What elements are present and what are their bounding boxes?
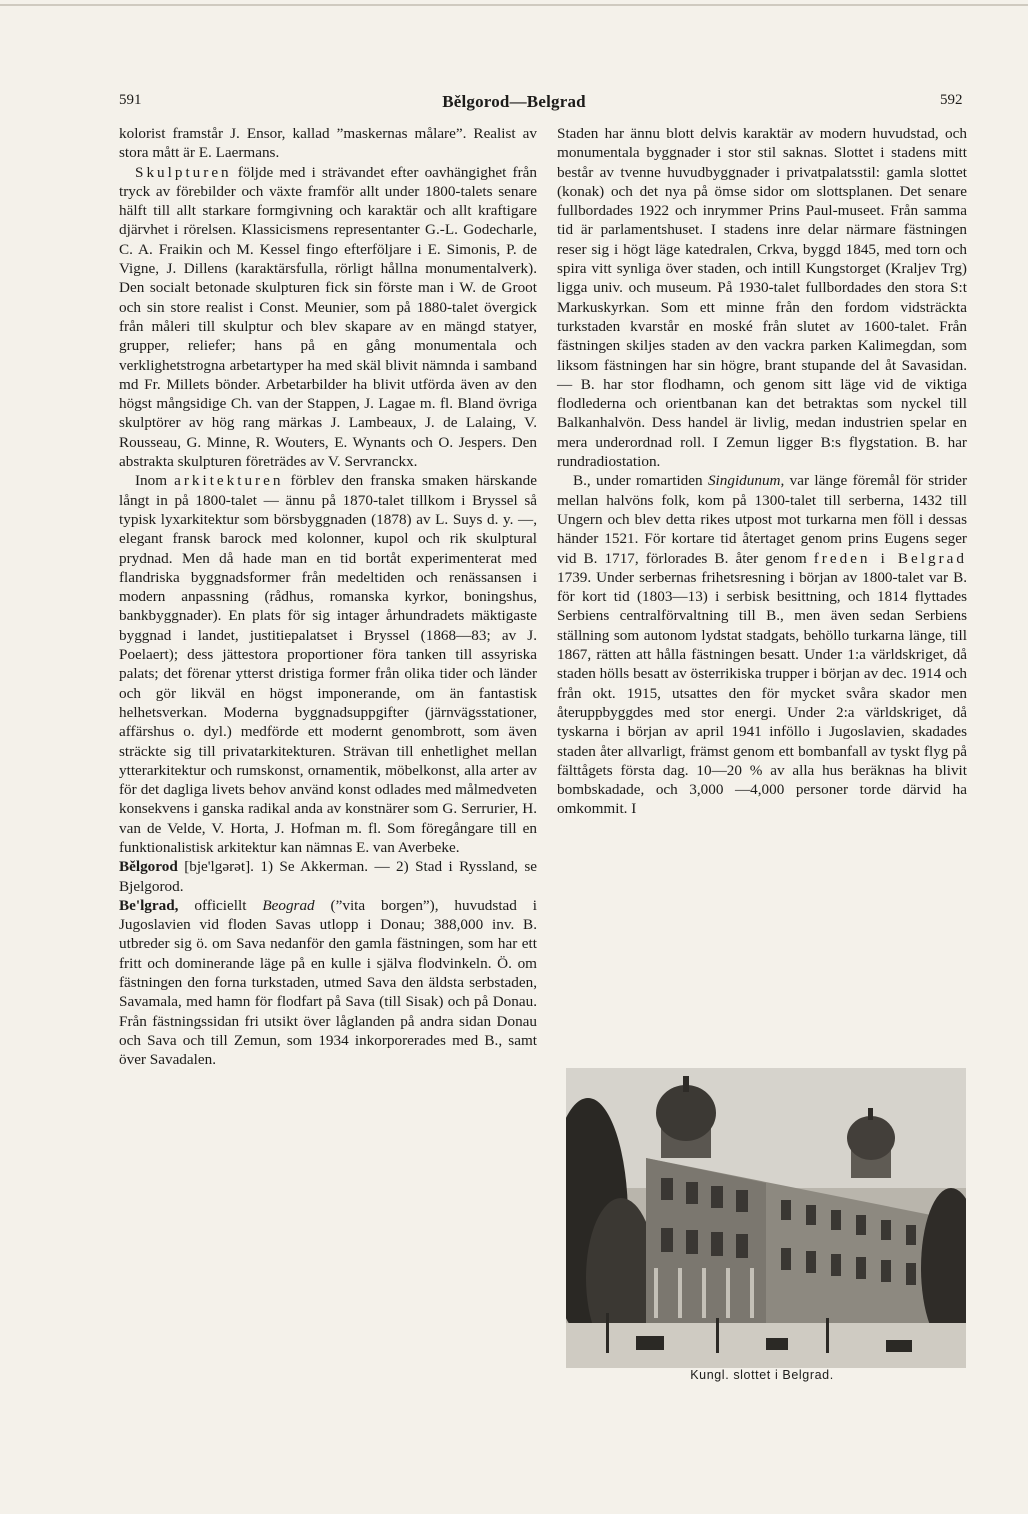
page-number-right: 592 — [940, 92, 963, 108]
architecture-lead: Inom — [135, 472, 175, 490]
running-title: Bělgorod—Belgrad — [442, 92, 586, 111]
page-number-left: 591 — [119, 92, 142, 108]
entry-headword-belgrad: Be'lgrad, — [119, 896, 179, 914]
right-column — [557, 124, 967, 819]
left-column — [119, 124, 537, 1070]
photo-caption: Kungl. slottet i Belgrad. — [690, 1368, 834, 1382]
belgrad-official-name: Beograd — [262, 896, 315, 914]
history-lead: B., under romartiden — [573, 472, 708, 490]
belgrad-mid: officiellt — [178, 896, 263, 914]
history-mid: var länge föremål för strider mellan halvöns folk, kom på 1300-talet till serberna, 1432 till Ungern och blev detta rikes utpost mot turkarna men föll i dessas händer 1521. För kortare tid återtaget genom prins Eugens seger vid B. 1717, förlorades B. åter genom — [557, 472, 967, 567]
photo-royal-palace — [566, 1068, 966, 1368]
entry-belgrad — [119, 896, 537, 1070]
sculpture-text: följde med i strävandet efter oavhängighet från tryck av förebilder och växte framför allt under 1800-talets senare hälft till allt starkare formgivning och karaktär och allt kraftigare djärvhet i rörelsen. Klassicismens representanter G.-L. Godecharle, C. A. Fraikin och M. Kessel fingo efterföljare i E. Simonis, P. de Vigne, J. Dillens (karaktärsfulla, rörligt hållna monumentalverk). Den socialt betonade skulpturen fick sin förste man i W. de Groot och sin store realist i Const. Meunier, som på 1880-talet övergick från måleri till skulptur och blev skapare av en mängd statyer, grupper, reliefer; hans på en gång monumentala och verklighetstrogna arbetartyper ha med skäl blivit nämnda i samband md Fr. Millets bönder. Arbetarbilder ha blivit utförda även av den högst mångsidige Ch. van der Stappen, J. Lagae m. fl. Bland övriga skulptörer av hög rang märkas J. Lambeaux, J. de Lalaing, V. Rousseau, G. Minne, R. Wouters, E. Wynants och O. Jespers. Den abstrakta skulpturen företrädes av V. Servranckx. — [119, 163, 537, 471]
roman-name: Singidunum, — [707, 472, 785, 490]
belgorod-text: [bje'lgərət]. 1) Se Akkerman. — 2) Stad i Ryssland, se Bjelgorod. — [119, 858, 537, 895]
palace-photo-illustration — [566, 1068, 966, 1368]
paragraph-architecture — [119, 471, 537, 857]
paragraph-sculpture — [119, 163, 537, 472]
paragraph-painting-end: kolorist framstår J. Ensor, kallad ”maskernas målare”. Realist av stora mått är E. Laermans. — [119, 125, 537, 162]
belgrad-text: (”vita borgen”), huvudstad i Jugoslavien vid floden Savas utlopp i Donau; 388,000 inv. B. utbreder sig ö. om Sava nedanför den gamla fästningen, som har ett fritt och dominerande läge på en kulle i själva flodvinkeln. Ö. om fästningen den forna turkstaden, utmed Sava den äldsta serbstaden, Savamala, med hamn för flodfart på Sava (till Sisak) och på Donau. Från fästningssidan fri utsikt över låglanden på andra sidan Donau och Sava och till Zemun, som 1934 inkorporerades med B., samt över Savadalen. — [119, 896, 537, 1069]
architecture-text: förblev den franska smaken härskande långt in på 1800-talet — ännu på 1870-talet tillkom i Bryssel så typisk lyxarkitektur som börsbyggnaden (1878) av L. Suys d. y. —, elegant fransk barock med kolonner, kupol och rik skulptural prydnad. Men då hade man en tid bortåt experimenterat med flandriska byggnadsformer från medeltiden och renässansen i modern anpassning (rådhus, romanska kyrkor, boningshus, bankbyggnader). En plats för sig intager århundradets mäktigaste byggnad i landet, justitiepalatset i Bryssel (1868—83; av J. Poelaert); dess jättestora proportioner föra tanken till assyriska palats; det förenar ytterst dristiga former från olika tider och länder och gör likväl en högst imponerande, om än fantastisk helhetsverkan. Moderna byggnadsuppgifter (järnvägsstationer, affärshus o. dyl.) medförde ett modernt genombrott, som även sträckte sig till privatarkitekturen. Strävan till enhetlighet mellan ytterarkitektur och rumskonst, ornamentik, möbelkonst, alla arter av för det dagliga livets behov använd konst odlades med målmedveten konsekvens i ganska radikal anda av konstnärer som G. Serrurier, H. van de Velde, V. Horta, J. Hofman m. fl. Som föregångare till en funktionalistisk arkitektur kan nämnas E. van Averbeke. — [119, 472, 537, 856]
history-text: 1739. Under serbernas frihetsresning i början av 1800-talet var B. för kort tid (1803—13) i serbisk besittning, och 1814 flyttades Serbiens centralförvaltning till B., men även sedan Serbiens ställning som autonom lydstat stadgats, behöllo turkarna länge, till 1867, rätten att hålla fästningen besatt. Under 1:a världskriget, då staden hölls besatt av österrikiska trupper i början av dec. 1914 och från okt. 1915, utsattes den för mycket svåra skador men återuppbyggdes med stor energi. Under 2:a världskriget, då tyskarna i början av april 1941 inföllo i Jugoslavien, skadades staden åter allvarligt, främst genom ett bombanfall av tyskt flyg på fälttågets första dag. 10—20 % av alla hus beräknas ha blivit bombskadade, och 3,000 —4,000 personer torde därvid ha omkommit. I — [557, 568, 967, 818]
paragraph-history — [557, 471, 967, 818]
paragraph-city-description: Staden har ännu blott delvis karaktär av modern huvudstad, och monumentala byggnader i stor stil saknas. Slottet i stadens mitt består av tvenne huvudbyggnader i privatpalatsstil: gamla slottet (konak) och det nya på ömse sidor om slottsplanen. Det senare fullbordades 1922 och inrymmer Prins Paul-museet. Från samma tid är parlamentshuset. I stadens inre delar närmare fästningen reser sig i högt läge katedralen, Crkva, byggd 1845, med torn och spira vitt synliga över staden, och intill Kungstorget (Kraljev Trg) ligga univ. och museum. På 1930-talet fullbordades den stora S:t Markuskyrkan. Som ett minne från den fordom vidsträckta turkstaden kvarstår en moské från slutet av 1600-talet. Från fästningen skiljes staden av den vackra parken Kalimegdan, som liksom fästningen har sin högre, brant stupande del åt Savasidan. — B. har stor flodhamn, och genom sitt läge vid de viktiga flodlederna och orientbanan kan det betraktas som nyckel till Balkanhalvön. Dess handel är livlig, medan industrien spelar en mera underordnad roll. I Zemun ligger B:s flygstation. B. har rundradiostation. — [557, 125, 967, 471]
entry-belgorod — [119, 857, 537, 896]
top-edge-rule — [0, 4, 1028, 6]
spaced-term-sculpture: Skulpturen — [135, 163, 232, 181]
spaced-term-architecture: arkitekturen — [174, 472, 284, 490]
entry-headword-belgorod: Bělgorod — [119, 858, 178, 876]
spaced-term-peace: freden i Belgrad — [813, 549, 967, 567]
